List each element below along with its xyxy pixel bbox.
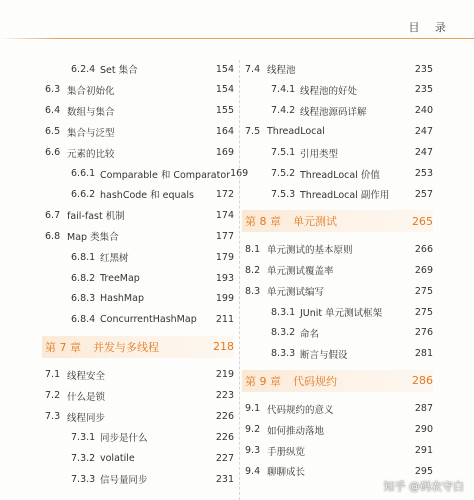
toc-entry-number: 8.1 xyxy=(245,243,261,255)
toc-entry-page-number: 275 xyxy=(414,285,433,297)
toc-entry-page-number: 291 xyxy=(414,445,433,456)
toc-entry[interactable] xyxy=(245,305,433,319)
toc-entry-page-number: 253 xyxy=(414,168,433,179)
toc-entry-title: volatile xyxy=(100,452,135,464)
toc-entry-page-number: 169 xyxy=(230,168,249,179)
toc-entry-number: 8.3 xyxy=(245,285,261,297)
toc-entry-title: 单元测试的基本原则 xyxy=(267,245,353,257)
toc-entry-number: 9.3 xyxy=(245,445,261,456)
toc-entry-number: 7.5.2 xyxy=(271,168,296,179)
toc-entry[interactable] xyxy=(245,464,433,478)
toc-entry-title: 集合与泛型 xyxy=(67,127,115,139)
toc-entry[interactable] xyxy=(45,410,234,424)
toc-entry[interactable] xyxy=(45,451,234,465)
toc-entry[interactable] xyxy=(45,292,234,306)
toc-entry[interactable] xyxy=(245,242,433,256)
toc-entry-title: 同步是什么 xyxy=(100,433,148,445)
page-header-title: 目 录 xyxy=(408,21,452,34)
toc-entry-number: 6.6.1 xyxy=(71,168,96,179)
toc-entry-number: 7.5.3 xyxy=(271,188,296,200)
toc-entry-page-number: 247 xyxy=(414,126,433,138)
toc-entry-number: 7.4 xyxy=(245,63,261,75)
toc-entry[interactable] xyxy=(45,472,234,486)
toc-entry-title: 红黑树 xyxy=(100,253,129,265)
toc-entry-number: 6.7 xyxy=(45,209,61,221)
toc-entry-page-number: 265 xyxy=(412,214,433,228)
toc-entry-page-number: 223 xyxy=(215,390,234,402)
toc-entry-number: 8.3.2 xyxy=(271,327,296,339)
watermark: 知乎 @码农守白 xyxy=(383,480,464,493)
toc-entry-page-number: 154 xyxy=(215,63,234,75)
toc-entry-number: 9.1 xyxy=(245,403,261,415)
toc-entry-page-number: 218 xyxy=(213,340,234,354)
toc-entry-page-number: 247 xyxy=(414,147,433,159)
toc-entry-title: 单元测试编写 xyxy=(267,287,325,299)
toc-entry-title: 单元测试 xyxy=(293,215,337,229)
toc-entry[interactable] xyxy=(45,62,234,76)
toc-entry-page-number: 295 xyxy=(414,465,433,477)
toc-entry[interactable] xyxy=(45,187,234,201)
toc-entry-page-number: 266 xyxy=(414,243,433,255)
toc-entry-page-number: 226 xyxy=(215,431,234,443)
toc-entry-number: 8.3.3 xyxy=(271,348,296,360)
toc-entry-page-number: 257 xyxy=(414,188,433,200)
toc-entry-page-number: 179 xyxy=(215,251,234,263)
toc-entry-page-number: 281 xyxy=(414,348,433,360)
toc-chapter-heading[interactable] xyxy=(42,336,234,358)
toc-entry-title: hashCode 和 equals xyxy=(100,190,194,202)
toc-entry[interactable] xyxy=(245,62,433,76)
toc-entry-page-number: 235 xyxy=(414,84,433,96)
toc-entry[interactable] xyxy=(245,187,433,201)
toc-entry-title: Comparable 和 Comparator xyxy=(100,169,231,181)
toc-entry-title: TreeMap xyxy=(100,272,140,284)
toc-entry[interactable] xyxy=(45,83,234,97)
toc-entry-title: fail-fast 机制 xyxy=(67,211,125,223)
toc-entry[interactable] xyxy=(245,402,433,416)
toc-entry[interactable] xyxy=(45,104,234,118)
toc-entry-number: 6.6 xyxy=(45,147,61,159)
toc-entry-number: 6.8.4 xyxy=(71,314,96,326)
toc-entry-number: 7.5.1 xyxy=(271,147,296,159)
toc-entry-number: 7.1 xyxy=(45,369,61,381)
toc-entry-number: 7.3.3 xyxy=(71,473,96,485)
toc-entry[interactable] xyxy=(45,146,234,160)
toc-entry-number: 7.2 xyxy=(45,390,61,402)
toc-entry-title: 数组与集合 xyxy=(67,106,115,118)
toc-entry-page-number: 240 xyxy=(414,105,433,117)
toc-entry-page-number: 286 xyxy=(412,374,433,388)
toc-entry-title: 代码规约的意义 xyxy=(267,404,334,416)
toc-entry-number: 第 9 章 xyxy=(245,374,281,388)
toc-entry-page-number: 235 xyxy=(414,63,433,75)
toc-entry-title: ConcurrentHashMap xyxy=(100,314,197,326)
toc-entry-title: 单元测试覆盖率 xyxy=(267,266,334,278)
toc-entry-number: 8.3.1 xyxy=(271,306,296,318)
toc-entry-number: 6.8.2 xyxy=(71,272,96,284)
toc-entry-title: 元素的比较 xyxy=(67,148,115,160)
toc-chapter-heading[interactable] xyxy=(242,210,433,232)
toc-entry[interactable] xyxy=(245,326,433,340)
toc-entry-title: 线程池 xyxy=(267,65,296,76)
toc-entry[interactable] xyxy=(45,271,234,285)
toc-entry-number: 第 8 章 xyxy=(245,215,281,229)
toc-entry-title: JUnit 单元测试框架 xyxy=(300,308,383,319)
toc-entry-title: 断言与假设 xyxy=(300,349,348,361)
toc-entry-page-number: 199 xyxy=(215,293,234,305)
toc-entry-page-number: 275 xyxy=(414,306,433,318)
toc-entry[interactable] xyxy=(245,347,433,361)
toc-entry[interactable] xyxy=(45,389,234,403)
toc-entry-number: 6.6.2 xyxy=(71,188,96,200)
toc-entry-page-number: 290 xyxy=(414,424,433,436)
toc-entry-number: 7.3.2 xyxy=(71,452,96,464)
toc-entry-title: 集合初始化 xyxy=(67,85,115,97)
toc-entry-page-number: 211 xyxy=(215,314,234,326)
toc-entry-title: 命名 xyxy=(300,328,320,340)
toc-entry-title: Set 集合 xyxy=(100,65,138,76)
toc-entry[interactable] xyxy=(45,368,234,382)
toc-entry-number: 6.8.3 xyxy=(71,293,96,305)
toc-entry[interactable] xyxy=(45,167,249,181)
toc-entry-number: 9.4 xyxy=(245,465,261,477)
toc-entry[interactable] xyxy=(245,284,433,298)
toc-entry-number: 7.4.1 xyxy=(271,84,296,96)
toc-entry[interactable] xyxy=(245,104,433,118)
toc-entry-page-number: 155 xyxy=(215,105,234,117)
toc-entry[interactable] xyxy=(245,167,433,181)
toc-entry-page-number: 169 xyxy=(215,147,234,159)
toc-entry-page-number: 269 xyxy=(414,264,433,276)
toc-entry-number: 第 7 章 xyxy=(45,340,81,354)
toc-entry[interactable] xyxy=(45,313,234,327)
toc-entry-title: Map 类集合 xyxy=(67,232,119,244)
toc-entry-number: 7.4.2 xyxy=(271,105,296,117)
toc-entry-page-number: 164 xyxy=(215,126,234,138)
toc-entry[interactable] xyxy=(245,444,433,458)
toc-entry-page-number: 172 xyxy=(215,188,234,200)
toc-entry-title: 并发与多线程 xyxy=(93,340,159,354)
toc-entry[interactable] xyxy=(45,229,234,243)
toc-entry[interactable] xyxy=(245,423,433,437)
toc-entry[interactable] xyxy=(45,250,234,264)
toc-entry[interactable] xyxy=(45,208,234,222)
toc-entry-title: 引用类型 xyxy=(300,148,339,160)
toc-entry-title: 什么是锁 xyxy=(67,391,106,403)
toc-entry-page-number: 231 xyxy=(215,473,234,485)
toc-entry-title: ThreadLocal xyxy=(267,126,325,138)
toc-entry-title: 线程同步 xyxy=(67,412,106,424)
toc-entry-title: ThreadLocal 副作用 xyxy=(300,190,390,202)
toc-entry-title: 聊聊成长 xyxy=(267,467,306,479)
toc-entry-page-number: 177 xyxy=(215,230,234,242)
toc-entry-number: 6.2.4 xyxy=(71,63,96,75)
toc-entry[interactable] xyxy=(245,146,433,160)
toc-entry[interactable] xyxy=(245,263,433,277)
toc-entry-title: 如何推动落地 xyxy=(267,425,325,437)
toc-entry-number: 7.3 xyxy=(45,411,61,422)
toc-entry-title: 信号量同步 xyxy=(100,475,148,487)
toc-entry-page-number: 193 xyxy=(215,272,234,284)
toc-entry-page-number: 219 xyxy=(215,369,234,381)
toc-entry-page-number: 154 xyxy=(215,84,234,96)
toc-entry-page-number: 276 xyxy=(414,327,433,339)
toc-entry-page-number: 226 xyxy=(215,411,234,422)
toc-chapter-heading[interactable] xyxy=(242,370,433,392)
toc-entry-title: 线程池的好处 xyxy=(300,85,358,97)
toc-entry-title: HashMap xyxy=(100,293,144,305)
toc-entry-title: 手册纵览 xyxy=(267,446,306,458)
toc-entry-page-number: 174 xyxy=(215,209,234,221)
toc-entry[interactable] xyxy=(45,430,234,444)
toc-entry[interactable] xyxy=(45,125,234,139)
toc-entry[interactable] xyxy=(245,125,433,139)
toc-entry-title: 线程安全 xyxy=(67,370,106,382)
toc-entry-number: 7.3.1 xyxy=(71,431,96,443)
toc-entry-number: 6.3 xyxy=(45,84,61,96)
toc-entry-number: 6.4 xyxy=(45,105,61,117)
toc-entry-number: 7.5 xyxy=(245,126,261,138)
toc-entry-number: 6.5 xyxy=(45,126,61,138)
toc-entry-number: 8.2 xyxy=(245,264,261,276)
toc-entry-title: 代码规约 xyxy=(293,374,337,388)
header-rule xyxy=(0,38,474,39)
toc-entry-number: 6.8.1 xyxy=(71,251,96,263)
toc-entry-title: ThreadLocal 价值 xyxy=(300,169,380,181)
toc-entry-title: 线程池源码详解 xyxy=(300,106,367,118)
column-divider xyxy=(239,60,240,500)
toc-entry-page-number: 227 xyxy=(215,452,234,464)
toc-entry-number: 9.2 xyxy=(245,424,261,436)
toc-entry[interactable] xyxy=(245,83,433,97)
toc-entry-number: 6.8 xyxy=(45,230,61,242)
toc-entry-page-number: 287 xyxy=(414,403,433,415)
